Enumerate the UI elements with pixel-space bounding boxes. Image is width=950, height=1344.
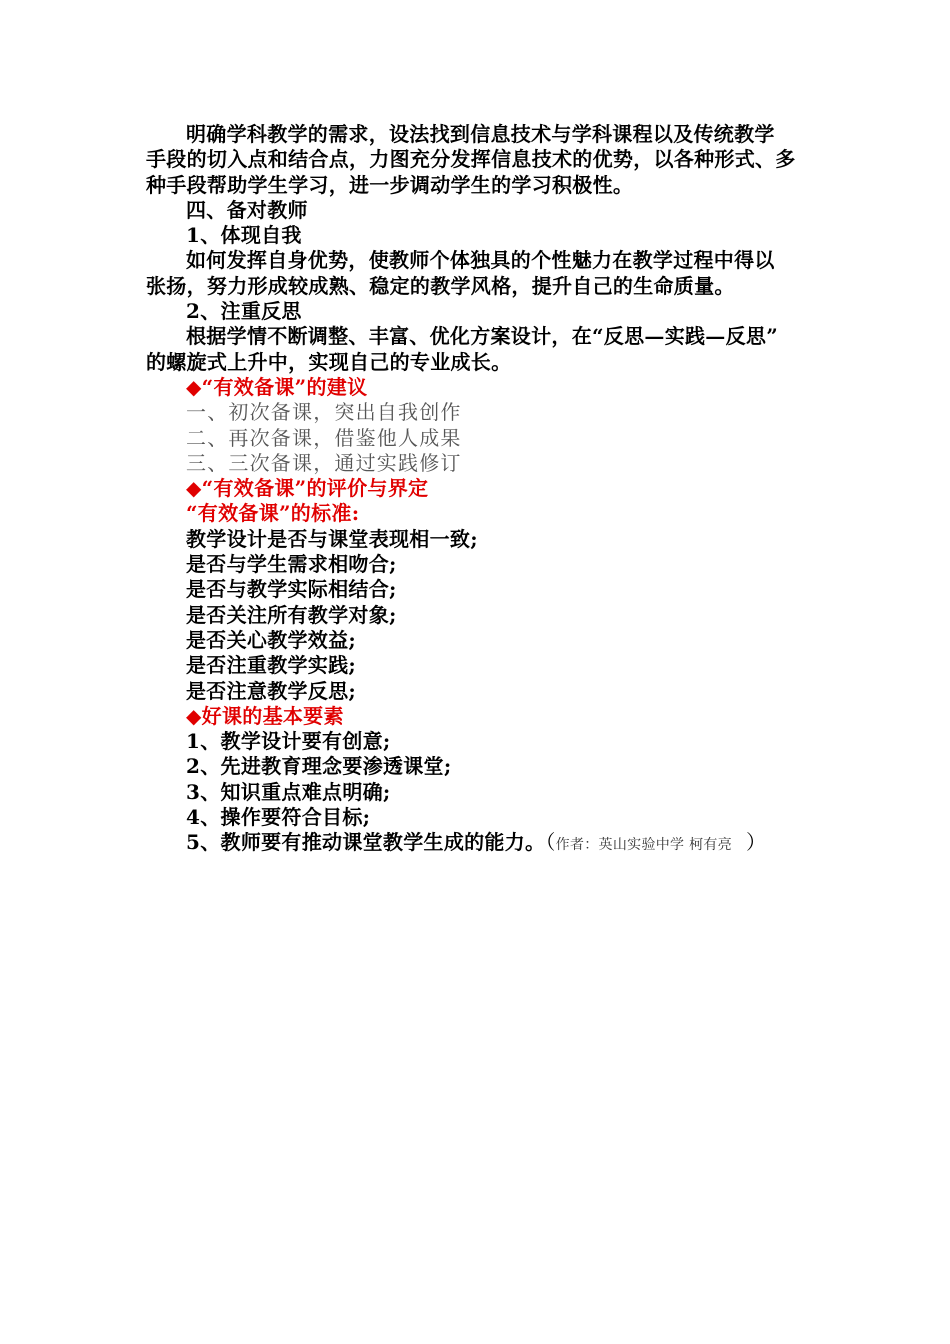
- standard-item: 是否关心教学效益;: [186, 627, 357, 652]
- suggestion-item: 三、三次备课，通过实践修订: [186, 450, 462, 475]
- evaluation-heading: ◆“有效备课”的评价与界定: [186, 476, 429, 501]
- standard-item: 是否注重教学实践;: [186, 653, 357, 678]
- paragraph-line: 明确学科教学的需求，设法找到信息技术与学科课程以及传统教学: [186, 122, 775, 146]
- standard-item: 是否注意教学反思;: [186, 678, 357, 703]
- paragraph-line: 张扬，努力形成较成熟、稳定的教学风格，提升自己的生命质量。: [146, 273, 735, 298]
- paragraph-line: 的螺旋式上升中，实现自己的专业成长。: [146, 349, 512, 374]
- subsection-heading: 2、注重反思: [186, 299, 302, 324]
- good-lesson-item: 1、教学设计要有创意;: [186, 729, 391, 754]
- good-lesson-item-last: [146, 830, 810, 858]
- subsection-heading: 1、体现自我: [186, 223, 302, 248]
- author-credit: 作者：英山实验中学 柯有亮: [555, 837, 732, 854]
- section-heading: 四、备对教师: [186, 197, 308, 222]
- good-lesson-item: 2、先进教育理念要渗透课堂;: [186, 754, 452, 779]
- suggestion-item: 一、初次备课，突出自我创作: [186, 400, 462, 425]
- standard-item: 是否与教学实际相结合;: [186, 577, 397, 602]
- paragraph-line: 如何发挥自身优势，使教师个体独具的个性魅力在教学过程中得以: [186, 248, 775, 273]
- suggestion-heading: ◆“有效备课”的建议: [186, 374, 368, 399]
- author-paren-open: （: [545, 830, 556, 855]
- standard-item: 教学设计是否与课堂表现相一致;: [186, 526, 478, 551]
- standard-subheading: “有效备课”的标准:: [186, 501, 360, 526]
- good-lesson-heading: ◆好课的基本要素: [186, 703, 344, 728]
- standard-item: 是否与学生需求相吻合;: [186, 552, 397, 577]
- document-body: [146, 122, 810, 859]
- paragraph-line: 根据学情不断调整、丰富、优化方案设计，在“反思—实践—反思”: [186, 324, 779, 349]
- paragraph-line: 种手段帮助学生学习，进一步调动学生的学习积极性。: [146, 172, 634, 197]
- good-lesson-item-text: 5、教师要有推动课堂教学生成的能力。: [186, 830, 546, 855]
- author-paren-close: ）: [746, 830, 767, 855]
- good-lesson-item: 4、操作要符合目标;: [186, 805, 371, 830]
- paragraph-line: 手段的切入点和结合点，力图充分发挥信息技术的优势，以各种形式、多: [146, 147, 796, 172]
- standard-item: 是否关注所有教学对象;: [186, 602, 397, 627]
- good-lesson-item: 3、知识重点难点明确;: [186, 779, 391, 804]
- suggestion-item: 二、再次备课，借鉴他人成果: [186, 425, 462, 450]
